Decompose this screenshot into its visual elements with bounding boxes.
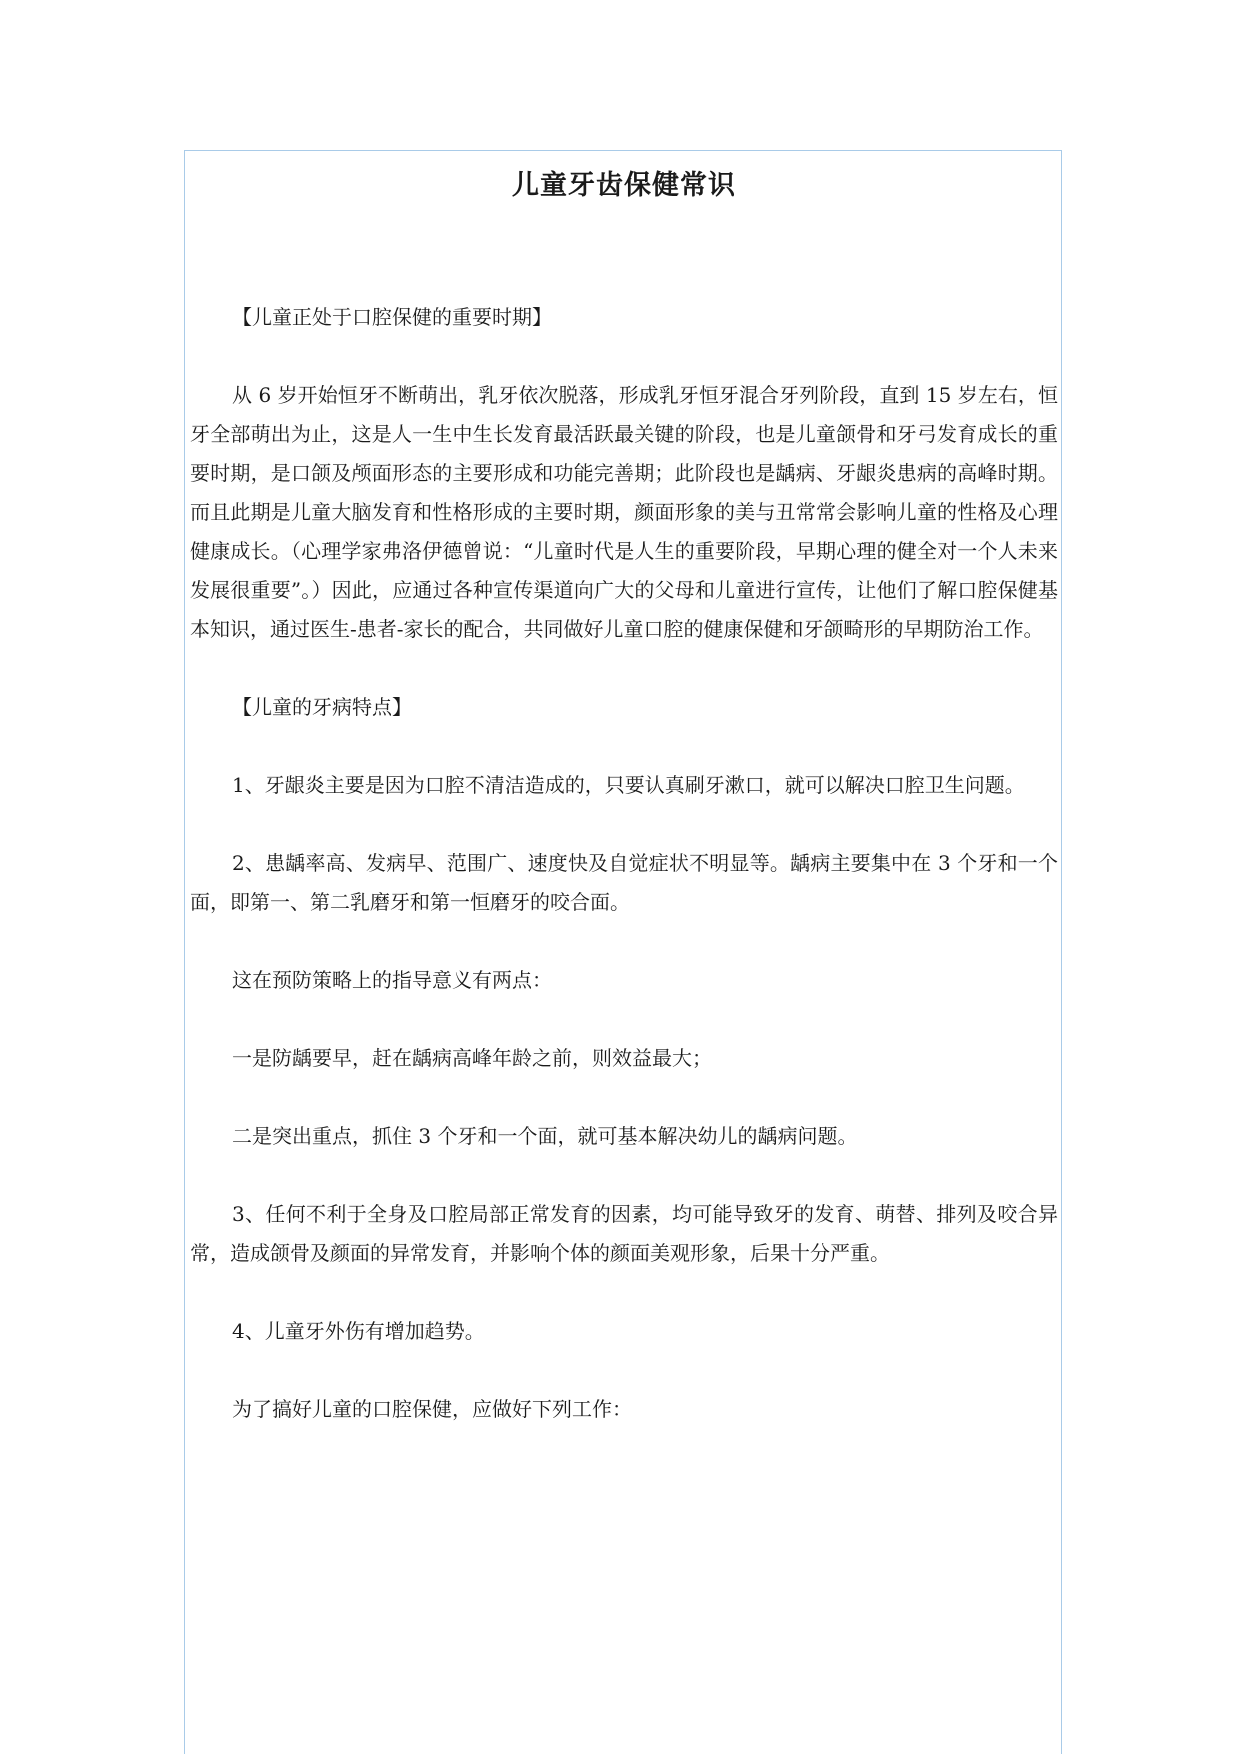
paragraph-strategy-intro: 这在预防策略上的指导意义有两点： — [232, 968, 552, 992]
section-heading-critical-period: 【儿童正处于口腔保健的重要时期】 — [232, 305, 552, 329]
section-heading-dental-features: 【儿童的牙病特点】 — [232, 695, 412, 719]
paragraph-strategy-2: 二是突出重点，抓住 3 个牙和一个面，就可基本解决幼儿的龋病问题。 — [232, 1124, 858, 1148]
paragraph-critical-period: 从 6 岁开始恒牙不断萌出，乳牙依次脱落，形成乳牙恒牙混合牙列阶段，直到 15 岁左右，恒牙全部萌出为止，这是人一生中生长发育最活跃最关键的阶段，也是儿童颌骨和牙弓发育成长的重要时期，是口颌及颅面形态的主要形成和功能完善期；此阶段也是龋病、牙龈炎患病的高峰时期。而且此期是儿童大脑发育和性格形成的主要时期，颜面形象的美与丑常常会影响儿童的性格及心理健康成长。（心理学家弗洛伊德曾说：“儿童时代是人生的重要阶段，早期心理的健全对一个人未来发展很重要”。）因此，应通过各种宣传渠道向广大的父母和儿童进行宣传，让他们了解口腔保健基本知识，通过医生-患者-家长的配合，共同做好儿童口腔的健康保健和牙颌畸形的早期防治工作。 — [190, 383, 1058, 641]
document-title: 儿童牙齿保健常识 — [512, 170, 736, 201]
paragraph-point-3: 3、任何不利于全身及口腔局部正常发育的因素，均可能导致牙的发育、萌替、排列及咬合异常，造成颌骨及颜面的异常发育，并影响个体的颜面美观形象，后果十分严重。 — [190, 1202, 1058, 1265]
document-body — [190, 150, 1058, 1429]
paragraph-work-intro: 为了搞好儿童的口腔保健，应做好下列工作： — [232, 1397, 632, 1421]
paragraph-point-1: 1、牙龈炎主要是因为口腔不清洁造成的，只要认真刷牙漱口，就可以解决口腔卫生问题。 — [232, 773, 1025, 797]
paragraph-strategy-1: 一是防龋要早，赶在龋病高峰年龄之前，则效益最大； — [232, 1046, 712, 1070]
paragraph-point-4: 4、儿童牙外伤有增加趋势。 — [232, 1319, 485, 1343]
paragraph-point-2: 2、患龋率高、发病早、范围广、速度快及自觉症状不明显等。龋病主要集中在 3 个牙和一个面，即第一、第二乳磨牙和第一恒磨牙的咬合面。 — [190, 851, 1058, 914]
